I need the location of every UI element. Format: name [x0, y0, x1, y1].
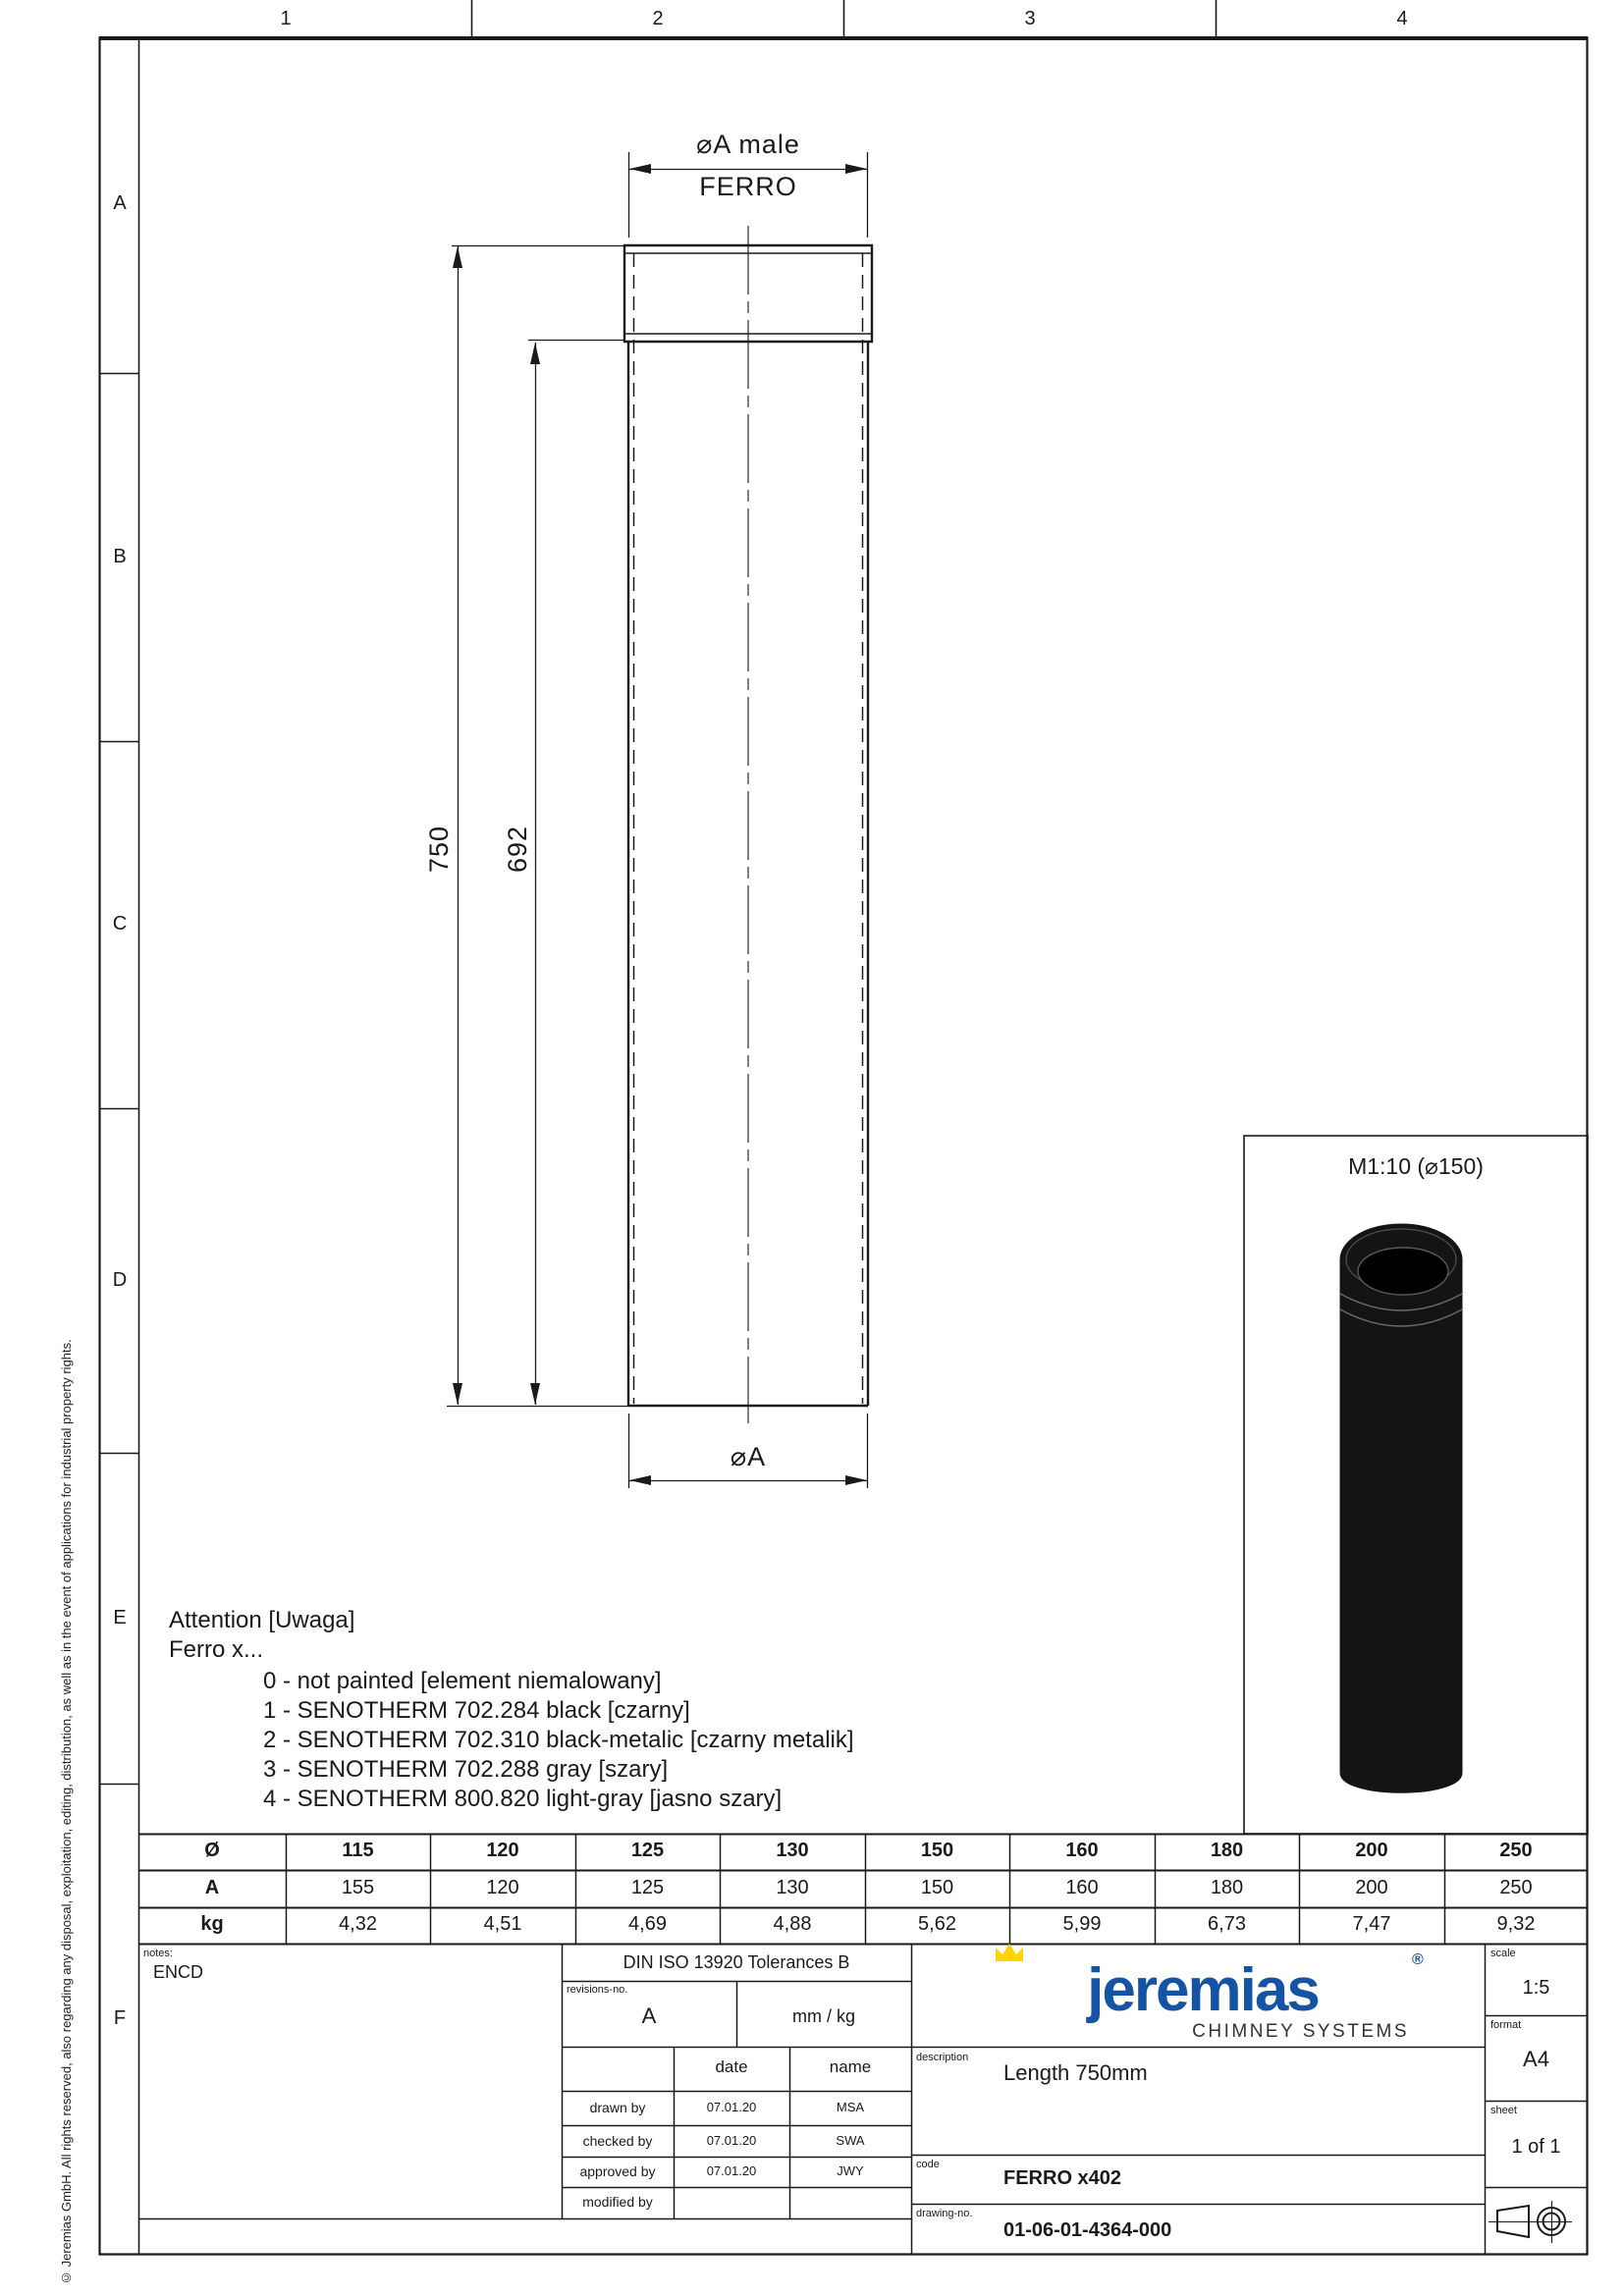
pipe-2d-view [624, 226, 872, 1423]
drawing-no-label: drawing-no. [916, 2208, 973, 2219]
table-cell: 125 [630, 1877, 665, 1898]
table-cell: 5,99 [1062, 1913, 1102, 1935]
zone-row-b: B [113, 546, 127, 567]
zone-column-3: 3 [1024, 8, 1036, 29]
brand-tagline: CHIMNEY SYSTEMS [1192, 2021, 1409, 2042]
table-cell: 6,73 [1208, 1913, 1246, 1935]
approval-row-name: MSA [836, 2100, 865, 2114]
table-cell: 7,47 [1352, 1913, 1391, 1935]
table-cell: 200 [1355, 1877, 1388, 1898]
table-cell: 160 [1065, 1840, 1099, 1861]
zone-row-a: A [113, 192, 127, 214]
dim-bottom-diameter-label: ⌀A [730, 1442, 767, 1471]
dim-length-692: 692 [503, 825, 532, 874]
registered-mark: ® [1412, 1951, 1424, 1968]
paint-option-2: 2 - SENOTHERM 702.310 black-metalic [czarny metalik] [263, 1727, 854, 1753]
approval-row-name: JWY [837, 2163, 864, 2178]
approval-row-label: drawn by [589, 2100, 646, 2115]
approval-row-label: modified by [582, 2194, 653, 2210]
table-cell: 4,69 [628, 1913, 667, 1935]
scale-value: 1:5 [1522, 1977, 1550, 1999]
detail-view-title: M1:10 (⌀150) [1348, 1153, 1484, 1179]
approval-row-date: 07.01.20 [706, 2100, 757, 2114]
table-cell: 250 [1499, 1877, 1533, 1898]
zone-column-1: 1 [280, 8, 292, 29]
paint-option-3: 3 - SENOTHERM 702.288 gray [szary] [263, 1756, 669, 1783]
zone-row-d: D [112, 1269, 128, 1291]
paint-option-0: 0 - not painted [element niemalowany] [263, 1668, 662, 1694]
approval-row-label: checked by [582, 2133, 653, 2149]
table-cell: 120 [486, 1840, 519, 1861]
approval-name-header: name [829, 2057, 872, 2076]
approval-date-header: date [715, 2057, 748, 2076]
approval-row-label: approved by [579, 2163, 656, 2179]
table-cell: 9,32 [1496, 1913, 1536, 1935]
table-cell: 5,62 [918, 1913, 956, 1935]
approval-row-date: 07.01.20 [706, 2133, 757, 2148]
size-table-header-diameter: Ø [204, 1840, 220, 1861]
notes-value: ENCD [153, 1962, 204, 1982]
approval-row-date: 07.01.20 [706, 2163, 757, 2178]
dim-top-diameter-label: ⌀A male [696, 130, 800, 159]
table-cell: 155 [341, 1877, 375, 1898]
table-cell: 4,51 [483, 1913, 522, 1935]
zone-column-4: 4 [1396, 8, 1408, 29]
drawing-no-value: 01-06-01-4364-000 [1003, 2219, 1172, 2241]
revisions-label: revisions-no. [567, 1984, 628, 1996]
revision-value: A [641, 2003, 657, 2028]
sheet-value: 1 of 1 [1511, 2136, 1561, 2158]
description-value: Length 750mm [1003, 2060, 1148, 2085]
table-cell: 250 [1499, 1840, 1533, 1861]
table-cell: 4,88 [773, 1913, 812, 1935]
brand-logo-text: jeremias [1087, 1956, 1319, 2024]
description-label: description [916, 2052, 969, 2063]
sheet-label: sheet [1490, 2105, 1517, 2116]
table-cell: 120 [486, 1877, 519, 1898]
pipe-3d-render [1340, 1224, 1462, 1792]
zone-row-f: F [113, 2007, 127, 2029]
table-cell: 180 [1210, 1877, 1244, 1898]
code-label: code [916, 2159, 940, 2170]
table-cell: 115 [342, 1840, 374, 1861]
dim-top-ferro-label: FERRO [699, 172, 797, 201]
format-value: A4 [1523, 2047, 1549, 2071]
paint-option-1: 1 - SENOTHERM 702.284 black [czarny] [263, 1697, 690, 1724]
code-value: FERRO x402 [1003, 2167, 1122, 2189]
notes-label: notes: [143, 1948, 173, 1959]
approval-row-name: SWA [836, 2133, 865, 2148]
scale-label: scale [1490, 1948, 1516, 1959]
paint-option-4: 4 - SENOTHERM 800.820 light-gray [jasno szary] [263, 1786, 783, 1812]
tolerance-standard: DIN ISO 13920 Tolerances B [623, 1952, 850, 1972]
format-label: format [1490, 2019, 1522, 2031]
dim-length-750: 750 [424, 825, 454, 874]
table-cell: 4,32 [339, 1913, 377, 1935]
size-table-header-a: A [204, 1877, 220, 1898]
table-cell: 150 [920, 1877, 954, 1898]
table-cell: 130 [776, 1877, 809, 1898]
projection-symbol-icon [1489, 2201, 1572, 2243]
table-cell: 160 [1065, 1877, 1099, 1898]
attention-line-2: Ferro x... [169, 1636, 264, 1663]
table-cell: 200 [1355, 1840, 1388, 1861]
copyright-text: © Jeremias GmbH. All rights reserved, also regarding any disposal, exploitation, editing, distribution, as well as in the event of applications for industrial property rights. [59, 1339, 74, 2285]
table-cell: 125 [630, 1840, 665, 1861]
size-table-header-kg: kg [200, 1913, 224, 1935]
table-cell: 130 [776, 1840, 809, 1861]
units-value: mm / kg [791, 2006, 855, 2026]
table-cell: 180 [1210, 1840, 1244, 1861]
attention-line-1: Attention [Uwaga] [169, 1607, 355, 1633]
zone-column-2: 2 [652, 8, 664, 29]
zone-row-e: E [113, 1607, 127, 1629]
zone-row-c: C [112, 913, 128, 934]
table-cell: 150 [920, 1840, 954, 1861]
